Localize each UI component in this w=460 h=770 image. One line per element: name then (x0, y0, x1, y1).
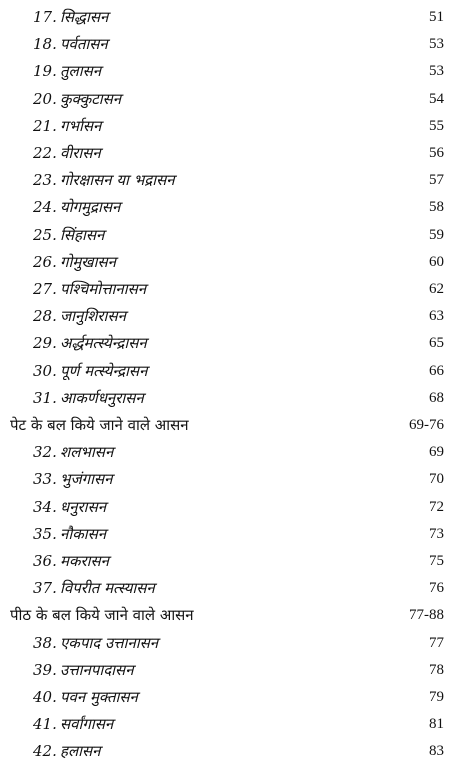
toc-entry (0, 549, 460, 573)
toc-entry-number: 18. (33, 35, 57, 54)
toc-entry-number: 26. (33, 252, 57, 271)
toc-entry-title: सिंहासन (60, 225, 105, 244)
toc-page-number: 79 (429, 689, 444, 705)
toc-entry-title: जानुशिरासन (60, 307, 126, 326)
toc-page-number: 54 (429, 90, 444, 107)
toc-entry-number: 19. (33, 62, 57, 81)
toc-entry-number: 32. (33, 443, 57, 462)
toc-entry-number: 42. (33, 742, 57, 761)
toc-page-number: 53 (429, 63, 444, 80)
toc-page-number: 69 (429, 444, 444, 461)
toc-entry-number: 35. (33, 524, 57, 543)
toc-entry-title: सर्वांगासन (60, 715, 114, 734)
toc-section-title: पेट के बल किये जाने वाले आसन (10, 416, 189, 434)
toc-entry (0, 386, 460, 410)
toc-entry-title: सिद्धासन (60, 8, 109, 26)
toc-page-number: 63 (429, 308, 444, 325)
toc-entry-number: 21. (33, 116, 57, 135)
toc-page-number: 62 (429, 281, 444, 297)
toc-entry (0, 712, 460, 736)
toc-entry-number: 29. (33, 334, 57, 353)
toc-entry-number: 40. (33, 688, 57, 706)
toc-page-number: 57 (429, 172, 444, 189)
toc-entry-title: पूर्ण मत्स्येन्द्रासन (60, 361, 148, 380)
toc-entry (0, 467, 460, 491)
toc-page-number: 69-76 (409, 417, 444, 433)
toc-entry-number: 27. (33, 280, 57, 298)
toc-entry-title: पश्चिमोत्तानासन (60, 280, 147, 298)
toc-page-number: 56 (429, 145, 444, 161)
toc-page-number: 70 (429, 471, 444, 488)
toc-page-number: 58 (429, 199, 444, 216)
toc-entry-number: 38. (33, 633, 57, 652)
toc-entry (0, 114, 460, 138)
toc-entry-number: 24. (33, 198, 57, 217)
toc-page-number: 66 (429, 362, 444, 379)
toc-page-number: 81 (429, 716, 444, 733)
toc-entry-number: 33. (33, 470, 57, 489)
toc-entry-number: 39. (33, 660, 57, 679)
toc-entry-number: 28. (33, 307, 57, 326)
toc-page-number: 59 (429, 226, 444, 243)
toc-page-number: 78 (429, 661, 444, 678)
toc-entry-title: विपरीत मत्स्यासन (60, 579, 155, 598)
toc-entry-number: 20. (33, 89, 57, 108)
toc-entry (0, 359, 460, 383)
toc-entry-title: तुलासन (60, 62, 102, 81)
toc-entry-title: नौकासन (60, 524, 107, 543)
toc-entry-title: एकपाद उत्तानासन (60, 633, 159, 652)
toc-entry (0, 223, 460, 247)
toc-entry (0, 685, 460, 709)
toc-entry (0, 331, 460, 355)
toc-entry (0, 495, 460, 519)
toc-entry (0, 522, 460, 546)
toc-section-title: पीठ के बल किये जाने वाले आसन (10, 606, 194, 625)
toc-entry (0, 440, 460, 464)
toc-entry-title: पवन मुक्तासन (60, 688, 138, 706)
toc-entry-number: 22. (33, 144, 57, 162)
toc-entry-title: भुजंगासन (60, 470, 113, 489)
toc-entry (0, 32, 460, 56)
toc-entry-number: 36. (33, 552, 57, 570)
toc-entry (0, 87, 460, 111)
toc-entry-title: धनुरासन (60, 497, 107, 516)
toc-entry-title: गोरक्षासन या भद्रासन (60, 171, 175, 190)
toc-page-number: 65 (429, 335, 444, 352)
toc-page-number: 53 (429, 36, 444, 53)
toc-entry-number: 30. (33, 361, 57, 380)
toc-page-number: 55 (429, 117, 444, 134)
toc-entry-title: पर्वतासन (60, 35, 108, 54)
toc-entry (0, 304, 460, 328)
toc-entry-title: आकर्णधनुरासन (60, 388, 144, 407)
toc-entry-number: 31. (33, 388, 57, 407)
toc-entry (0, 5, 460, 29)
toc-page-number: 72 (429, 498, 444, 515)
toc-entry (0, 250, 460, 274)
toc-entry-number: 41. (33, 715, 57, 734)
toc-entry (0, 141, 460, 165)
toc-page-number: 83 (429, 743, 444, 760)
toc-page-number: 68 (429, 389, 444, 406)
toc-page-number: 51 (429, 9, 444, 25)
toc-entry-number: 37. (33, 579, 57, 598)
toc-page-number: 77-88 (409, 607, 444, 624)
toc-entry-number: 17. (33, 8, 57, 26)
toc-section-heading (0, 603, 460, 627)
toc-entry-title: मकरासन (60, 552, 109, 570)
toc-entry-title: शलभासन (60, 443, 114, 462)
toc-entry-title: हलासन (60, 742, 101, 761)
toc-entry (0, 195, 460, 219)
toc-entry-title: वीरासन (60, 144, 101, 162)
toc-page-number: 73 (429, 525, 444, 542)
toc-entry-title: गोमुखासन (60, 252, 116, 271)
toc-entry-number: 25. (33, 225, 57, 244)
toc-entry-title: अर्द्धमत्स्येन्द्रासन (60, 334, 147, 353)
toc-entry-title: गर्भासन (60, 116, 102, 135)
toc-entry-number: 34. (33, 497, 57, 516)
toc-entry (0, 59, 460, 83)
toc-entry (0, 576, 460, 600)
toc-page-number: 60 (429, 253, 444, 270)
toc-entry-title: योगमुद्रासन (60, 198, 121, 217)
toc-entry (0, 168, 460, 192)
toc-entry (0, 658, 460, 682)
toc-page-number: 76 (429, 580, 444, 597)
toc-entry (0, 277, 460, 301)
toc-section-heading (0, 413, 460, 437)
toc-entry (0, 631, 460, 655)
toc-entry-title: कुक्कुटासन (60, 89, 122, 108)
toc-entry (0, 739, 460, 763)
toc-page-number: 77 (429, 634, 444, 651)
toc-entry-number: 23. (33, 171, 57, 190)
toc-entry-title: उत्तानपादासन (60, 660, 134, 679)
toc-page-number: 75 (429, 553, 444, 569)
